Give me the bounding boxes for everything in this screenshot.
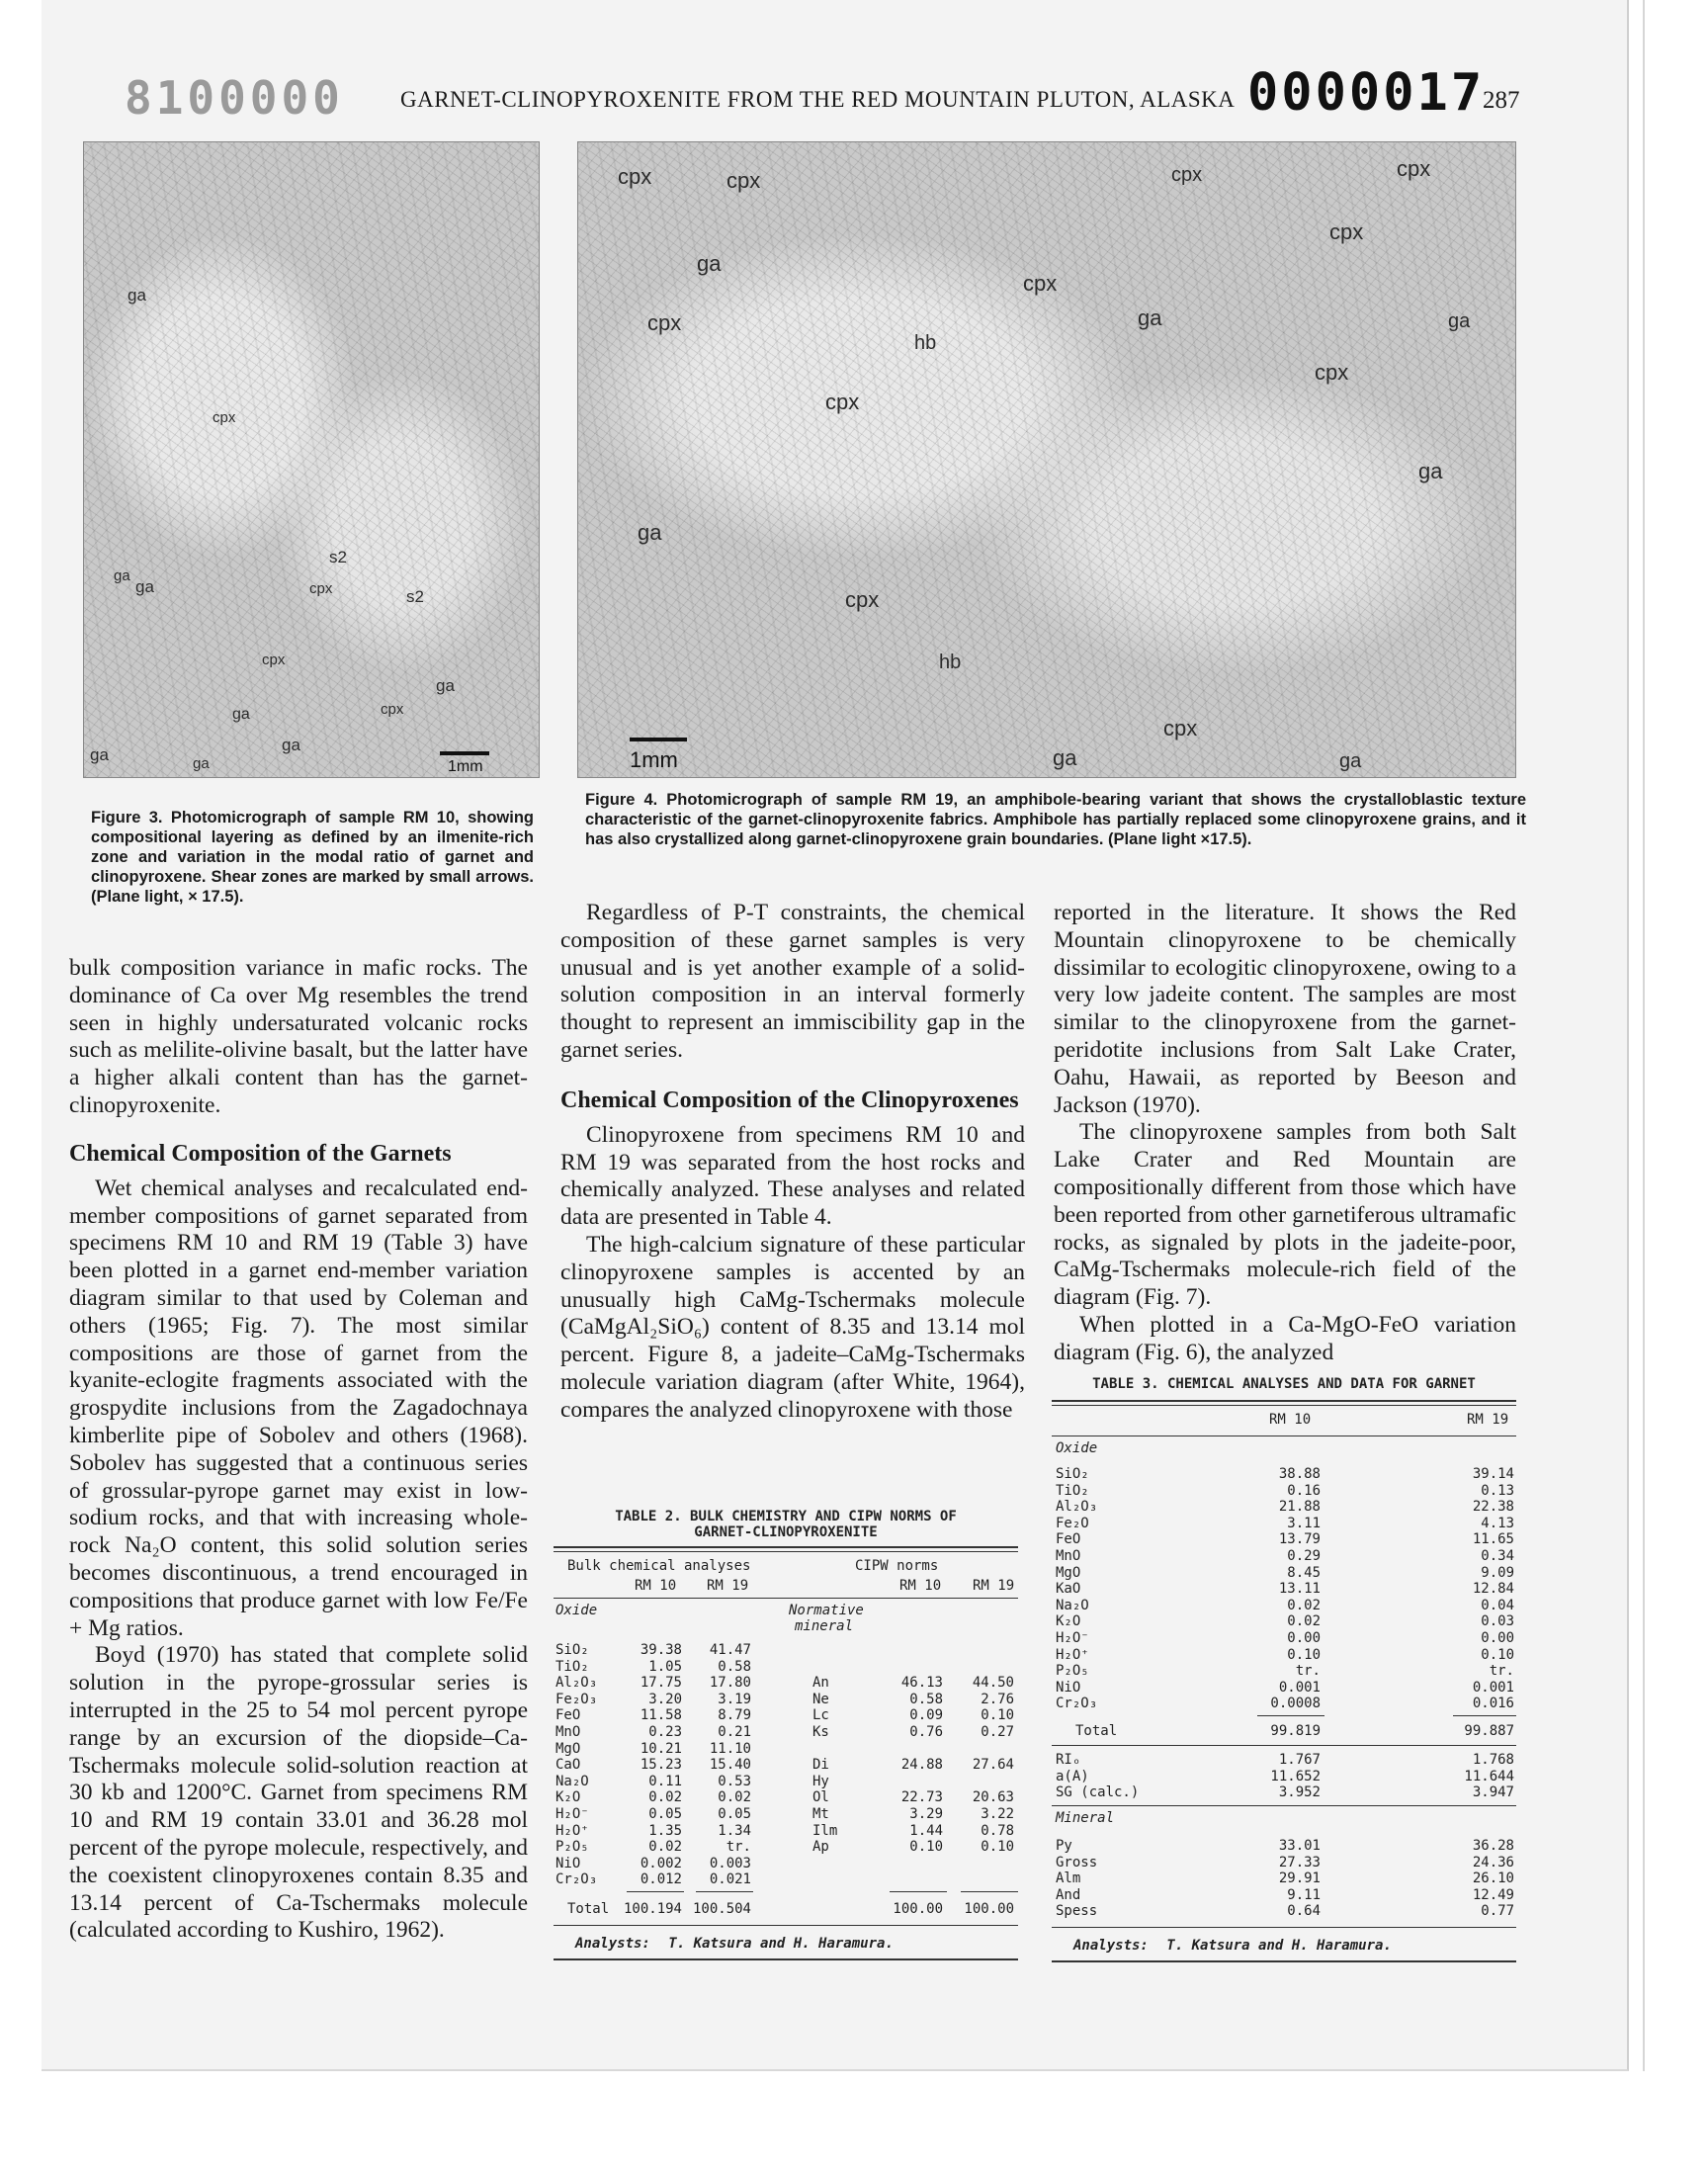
table2-rm10-value: 11.58 bbox=[640, 1707, 682, 1724]
table3-oxide: Fe₂O bbox=[1056, 1515, 1089, 1531]
table2-norm-rm10-value: 3.29 bbox=[909, 1806, 943, 1822]
table3-rm10-value: 3.11 bbox=[1287, 1515, 1321, 1531]
table3-rm10-value: 21.88 bbox=[1278, 1499, 1321, 1516]
figure3-photomicrograph bbox=[83, 141, 540, 778]
table2-oxide: Cr₂O₃ bbox=[555, 1871, 598, 1888]
table-3 bbox=[1052, 1376, 1516, 1962]
fig3-label: cpx bbox=[381, 701, 404, 718]
table3-mineral: And bbox=[1056, 1886, 1081, 1903]
table3-rm19-value: 22.38 bbox=[1472, 1499, 1514, 1516]
table3-property-rm10: 1.767 bbox=[1278, 1752, 1321, 1768]
table3-rm19-value: tr. bbox=[1489, 1663, 1514, 1680]
fig4-label: cpx bbox=[1163, 716, 1198, 740]
table2-norm-rm10-value: 22.73 bbox=[900, 1789, 943, 1806]
table3-rm10-value: 0.10 bbox=[1287, 1646, 1321, 1663]
fig4-label: cpx bbox=[1171, 164, 1203, 186]
table2-rm10-value: 10.21 bbox=[640, 1740, 682, 1757]
table2-rule bbox=[554, 1958, 1018, 1960]
table3-rm19-value: 0.34 bbox=[1481, 1548, 1514, 1564]
table2-normative-label: mineral bbox=[795, 1618, 854, 1634]
fig3-label: cpx bbox=[213, 409, 236, 426]
table2-normative-mineral: Ne bbox=[812, 1691, 829, 1707]
table3-mineral-rm10: 33.01 bbox=[1278, 1838, 1321, 1854]
table3-rule bbox=[1052, 1405, 1516, 1406]
table2-rm10-value: 0.02 bbox=[648, 1789, 682, 1806]
table3-mineral-rm10: 27.33 bbox=[1278, 1854, 1321, 1870]
fig4-label: hb bbox=[939, 652, 962, 673]
table3-total-label: Total bbox=[1075, 1723, 1118, 1739]
table2-col-header: RM 19 bbox=[707, 1578, 749, 1594]
col2-paragraph: Regardless of P-T constraints, the chemical composition of these garnet samples is very unusual and is yet another example of a solid-solution composition in an interval formerly thought to represent an immiscibility gap in the garnet series. bbox=[560, 900, 1025, 1063]
table3-rm19-value: 9.09 bbox=[1481, 1564, 1514, 1581]
table3-mineral-rm19: 36.28 bbox=[1472, 1838, 1514, 1854]
table2-rm10-value: 3.20 bbox=[648, 1691, 682, 1707]
table3-rule bbox=[1052, 1745, 1516, 1746]
table2-rm19-value: 11.10 bbox=[709, 1740, 751, 1757]
col1-paragraph: Boyd (1970) has stated that complete solid solution in the pyrope-grossular series is interrupted in the 25 to 54 mol percent pyrope range by an excursion of the diopside–Ca-Tschermaks molecule solid-solution reaction at 30 kb and 1200°C. Garnet from specimens RM 10 and RM 19 contain 33.01 and 36.28 mol percent of the pyrope molecule, respectively, and the coexistent clinopyroxenes contain 8.35 and 13.14 percent of Ca-Tschermaks molecule (calculated according to Kushiro, 1962). bbox=[69, 1642, 528, 1944]
table2-norm-rm10-value: 0.10 bbox=[909, 1839, 943, 1856]
table3-rm19-value: 12.84 bbox=[1472, 1581, 1514, 1598]
table2-rm19-value: 8.79 bbox=[718, 1707, 751, 1724]
table2-rm10-value: 1.35 bbox=[648, 1822, 682, 1839]
fig4-label: ga bbox=[1053, 745, 1077, 770]
table2-rm19-value: 0.003 bbox=[709, 1855, 751, 1871]
fig3-label: cpx bbox=[262, 652, 286, 668]
table2-rm19-value: 3.19 bbox=[718, 1691, 751, 1707]
document-stamp-right: 0000017 bbox=[1247, 63, 1486, 123]
table2-oxide: Fe₂O₃ bbox=[555, 1691, 598, 1707]
table3-rm10-value: 0.29 bbox=[1287, 1548, 1321, 1564]
table2-oxide: FeO bbox=[555, 1707, 581, 1724]
table3-mineral: Alm bbox=[1056, 1870, 1081, 1887]
table2-oxide: CaO bbox=[555, 1757, 581, 1774]
table3-oxide: Na₂O bbox=[1056, 1597, 1089, 1613]
table2-norm-rm19-value: 0.10 bbox=[981, 1839, 1014, 1856]
fig4-label: ga bbox=[638, 520, 662, 545]
table2-sum-rule bbox=[627, 1891, 684, 1892]
table3-rm10-value: 0.02 bbox=[1287, 1613, 1321, 1630]
table2-norm-total-rm10: 100.00 bbox=[893, 1901, 943, 1917]
table3-minerals bbox=[1052, 1838, 1516, 1925]
table3-rm10-value: 38.88 bbox=[1278, 1466, 1321, 1482]
figure4-photomicrograph bbox=[577, 141, 1516, 778]
table3-oxide: KaO bbox=[1056, 1581, 1081, 1598]
table2-sum-rule bbox=[961, 1891, 1018, 1892]
figure3-caption: Figure 3. Photomicrograph of sample RM 10, showing compositional layering as defined by an ilmenite-rich zone and variation in the modal ratio of garnet and clinopyroxene. Shear zones are marked by small arrows. (Plane light, × 17.5). bbox=[91, 809, 534, 906]
table3-mineral-rm10: 0.64 bbox=[1287, 1903, 1321, 1920]
table3-col-header: RM 10 bbox=[1269, 1412, 1312, 1428]
fig3-label: ga bbox=[90, 745, 109, 764]
table2-oxide: MnO bbox=[555, 1724, 581, 1740]
table2-col-header: RM 19 bbox=[973, 1578, 1015, 1594]
fig4-label: ga bbox=[1448, 310, 1471, 332]
table2-sum-rule bbox=[696, 1891, 753, 1892]
table3-mineral-rm19: 0.77 bbox=[1481, 1903, 1514, 1920]
table2-oxide: MgO bbox=[555, 1740, 581, 1757]
table2-norm-rm19-value: 0.78 bbox=[981, 1822, 1014, 1839]
table2-normative-mineral: Ilm bbox=[812, 1822, 838, 1839]
table3-total-rm19: 99.887 bbox=[1464, 1723, 1514, 1739]
table3-rm19-value: 0.016 bbox=[1472, 1696, 1514, 1712]
table2-rm19-value: 1.34 bbox=[718, 1822, 751, 1839]
table2-norm-total-rm19: 100.00 bbox=[964, 1901, 1014, 1917]
table3-property: a(A) bbox=[1056, 1768, 1089, 1784]
table3-mineral-rm19: 24.36 bbox=[1472, 1854, 1514, 1870]
table3-sum-rule bbox=[1257, 1715, 1324, 1716]
table2-norm-rm19-value: 44.50 bbox=[972, 1675, 1014, 1692]
table2-oxide-label: Oxide bbox=[555, 1603, 598, 1618]
table2-rm10-value: 0.11 bbox=[648, 1773, 682, 1789]
table-2 bbox=[554, 1509, 1018, 1960]
table2-rule bbox=[554, 1551, 1018, 1552]
table3-rule bbox=[1052, 1400, 1516, 1402]
table2-rm19-value: 0.021 bbox=[709, 1871, 751, 1888]
table3-oxide: TiO₂ bbox=[1056, 1482, 1089, 1499]
table3-body bbox=[1052, 1466, 1516, 1715]
table2-oxide: Al₂O₃ bbox=[555, 1675, 598, 1692]
table2-norm-rm10-value: 0.58 bbox=[909, 1691, 943, 1707]
table3-property: SG (calc.) bbox=[1056, 1784, 1140, 1801]
table2-norm-rm10-value: 24.88 bbox=[900, 1757, 943, 1774]
table2-rm19-value: 0.53 bbox=[718, 1773, 751, 1789]
table2-rule bbox=[554, 1598, 1018, 1599]
table2-oxide: Na₂O bbox=[555, 1773, 589, 1789]
table3-analysts: T. Katsura and H. Haramura. bbox=[1166, 1938, 1392, 1954]
table3-rm19-value: 0.03 bbox=[1481, 1613, 1514, 1630]
table3-oxide: MnO bbox=[1056, 1548, 1081, 1564]
table2-normative-mineral: Mt bbox=[812, 1806, 829, 1822]
fig4-label: ga bbox=[1418, 459, 1443, 483]
table2-rm19-value: 0.05 bbox=[718, 1806, 751, 1822]
table3-rule bbox=[1052, 1960, 1516, 1962]
col2-section-heading: Chemical Composition of the Clinopyroxenes bbox=[560, 1087, 1019, 1113]
table3-mineral-rm10: 29.91 bbox=[1278, 1870, 1321, 1887]
table2-oxide: K₂O bbox=[555, 1789, 581, 1806]
table3-mineral: Py bbox=[1056, 1838, 1072, 1854]
table2-group-header: Bulk chemical analyses bbox=[567, 1558, 751, 1574]
table2-title: TABLE 2. BULK CHEMISTRY AND CIPW NORMS OF bbox=[615, 1509, 957, 1524]
table3-col-header: RM 19 bbox=[1467, 1412, 1509, 1428]
table3-rm19-value: 11.65 bbox=[1472, 1531, 1514, 1548]
fig3-label: cpx bbox=[309, 580, 333, 597]
fig4-label: cpx bbox=[845, 587, 880, 612]
table3-oxide: SiO₂ bbox=[1056, 1466, 1089, 1482]
fig4-label: cpx bbox=[825, 390, 860, 414]
fig4-label: cpx bbox=[1397, 156, 1431, 181]
table2-rm10-value: 1.05 bbox=[648, 1658, 682, 1675]
fig4-label: cpx bbox=[726, 168, 761, 193]
fig3-label: ga bbox=[232, 706, 250, 723]
fig3-scale-label: 1mm bbox=[448, 758, 483, 775]
table3-oxide: P₂O₅ bbox=[1056, 1663, 1089, 1680]
table2-rm19-value: tr. bbox=[726, 1839, 751, 1856]
table2-normative-mineral: Ol bbox=[812, 1789, 829, 1806]
col3-paragraph: The clinopyroxene samples from both Salt Lake Crater and Red Mountain are compositionally different from those which have been reported from other garnetiferous ultramafic rocks, as signaled by plots in the jadeite-poor, CaMg-Tschermaks molecule-rich field of the diagram (Fig. 7). bbox=[1054, 1119, 1516, 1311]
table3-oxide: FeO bbox=[1056, 1531, 1081, 1548]
fig3-label: ga bbox=[114, 567, 130, 584]
fig3-label: ga bbox=[128, 286, 146, 304]
table2-rm10-value: 39.38 bbox=[640, 1642, 682, 1658]
fig4-label: cpx bbox=[618, 164, 652, 189]
table2-rule bbox=[554, 1925, 1018, 1926]
table3-property: RIₒ bbox=[1056, 1752, 1081, 1768]
table3-rm10-value: 8.45 bbox=[1287, 1564, 1321, 1581]
fig4-label: ga bbox=[1339, 750, 1362, 772]
table2-norm-rm19-value: 0.27 bbox=[981, 1724, 1014, 1740]
table2-rm10-value: 15.23 bbox=[640, 1757, 682, 1774]
table2-rm19-value: 17.80 bbox=[709, 1675, 751, 1692]
col1-section-heading: Chemical Composition of the Garnets bbox=[69, 1140, 452, 1167]
table2-oxide: NiO bbox=[555, 1855, 581, 1871]
fig4-label: hb bbox=[914, 332, 937, 354]
table2-analysts-label: Analysts: bbox=[575, 1936, 650, 1952]
table2-normative-mineral: Ap bbox=[812, 1839, 829, 1856]
page-number: 287 bbox=[1483, 87, 1520, 114]
col3-paragraph: When plotted in a Ca-MgO-FeO variation diagram (Fig. 6), the analyzed bbox=[1054, 1311, 1516, 1365]
table3-rm19-value: 0.10 bbox=[1481, 1646, 1514, 1663]
col3-paragraph: reported in the literature. It shows the Red Mountain clinopyroxene to be chemically dissimilar to ecologitic clinopyroxene, owing to a very low jadeite content. The samples are most similar to the clinopyroxene from the garnet-peridotite inclusions from Salt Lake Crater, Oahu, Hawaii, as reported by Beeson and Jackson (1970). bbox=[1054, 900, 1516, 1118]
table3-property-rm10: 11.652 bbox=[1270, 1768, 1321, 1784]
table3-rm10-value: 0.00 bbox=[1287, 1630, 1321, 1646]
table2-analysts: T. Katsura and H. Haramura. bbox=[668, 1936, 894, 1952]
table2-col-header: RM 10 bbox=[635, 1578, 677, 1594]
table2-norm-rm10-value: 0.09 bbox=[909, 1707, 943, 1724]
table3-oxide: H₂O⁻ bbox=[1056, 1630, 1089, 1646]
table2-norm-rm19-value: 20.63 bbox=[972, 1789, 1014, 1806]
table3-rm10-value: 0.02 bbox=[1287, 1597, 1321, 1613]
table2-group-header: CIPW norms bbox=[855, 1558, 939, 1574]
table3-rule bbox=[1052, 1805, 1516, 1806]
fig3-label: ga bbox=[282, 736, 300, 754]
table3-rm10-value: 13.79 bbox=[1278, 1531, 1321, 1548]
col1-paragraph: bulk composition variance in mafic rocks. The dominance of Ca over Mg resembles the trend seen in highly undersaturated volcanic rocks such as melilite-olivine basalt, but the latter have a higher alkali content than has the garnet-clinopyroxenite. bbox=[69, 955, 528, 1118]
fig4-scale-label: 1mm bbox=[630, 747, 678, 772]
table2-norm-rm19-value: 3.22 bbox=[981, 1806, 1014, 1822]
table2-rm19-value: 0.58 bbox=[718, 1658, 751, 1675]
table3-oxide: MgO bbox=[1056, 1564, 1081, 1581]
table2-oxide: P₂O₅ bbox=[555, 1839, 589, 1856]
table2-body bbox=[554, 1642, 1018, 1891]
fig4-label: cpx bbox=[1329, 219, 1364, 244]
table2-oxide: SiO₂ bbox=[555, 1642, 589, 1658]
fig3-label: s2 bbox=[329, 548, 347, 566]
fig3-label: ga bbox=[436, 676, 455, 695]
col1-paragraph: Wet chemical analyses and recalculated end-member compositions of garnet separated from specimens RM 10 and RM 19 (Table 3) have been plotted in a garnet end-member variation diagram similar to that used by Coleman and others (1965; Fig. 7). The most similar compositions are those of garnet from the kyanite-eclogite fragments associated with the grospydite inclusions from the Zagadochnaya kimberlite pipe of Sobolev and others (1968). Sobolev has suggested that a continuous series of grossular-pyrope garnet may exist in low-sodium rocks, and that with increasing whole-rock Na₂O content, this solid solution series becomes discontinuous, a trend encouraged in compositions that produce garnet with low Fe/Fe + Mg ratios. bbox=[69, 1174, 528, 1641]
table2-normative-mineral: Di bbox=[812, 1757, 829, 1774]
table2-rule bbox=[554, 1546, 1018, 1548]
table3-oxide: K₂O bbox=[1056, 1613, 1081, 1630]
table2-normative-mineral: Ks bbox=[812, 1724, 829, 1740]
table3-analysts-label: Analysts: bbox=[1073, 1938, 1149, 1954]
table2-rm19-value: 15.40 bbox=[709, 1757, 751, 1774]
table3-oxide: H₂O⁺ bbox=[1056, 1646, 1089, 1663]
table2-col-header: RM 10 bbox=[899, 1578, 942, 1594]
table2-rm10-value: 0.012 bbox=[640, 1871, 682, 1888]
table3-mineral: Spess bbox=[1056, 1903, 1098, 1920]
table3-properties bbox=[1052, 1752, 1516, 1805]
table3-rm10-value: 13.11 bbox=[1278, 1581, 1321, 1598]
table2-oxide: H₂O⁺ bbox=[555, 1822, 589, 1839]
table3-sum-rule bbox=[1453, 1715, 1516, 1716]
table3-rm19-value: 0.04 bbox=[1481, 1597, 1514, 1613]
figure4-caption: Figure 4. Photomicrograph of sample RM 19, an amphibole-bearing variant that shows the crystalloblastic texture characteristic of the garnet-clinopyroxenite fabrics. Amphibole has partially replaced some clinopyroxene grains, and it has also crystallized along garnet-clinopyroxene grain boundaries. (Plane light ×17.5). bbox=[585, 791, 1526, 848]
table3-total-rm10: 99.819 bbox=[1270, 1723, 1321, 1739]
table2-total-label: Total bbox=[567, 1901, 610, 1917]
table2-norm-rm19-value: 0.10 bbox=[981, 1707, 1014, 1724]
table2-rm10-value: 0.23 bbox=[648, 1724, 682, 1740]
fig4-label: cpx bbox=[1315, 360, 1349, 385]
table2-normative-mineral: Lc bbox=[812, 1707, 829, 1724]
fig3-label: ga bbox=[135, 577, 154, 596]
table3-rm19-value: 4.13 bbox=[1481, 1515, 1514, 1531]
table2-title: GARNET-CLINOPYROXENITE bbox=[694, 1524, 878, 1540]
table2-rm10-value: 0.002 bbox=[640, 1855, 682, 1871]
table3-rm10-value: 0.0008 bbox=[1270, 1696, 1321, 1712]
table2-norm-rm19-value: 2.76 bbox=[981, 1691, 1014, 1707]
table3-rm19-value: 0.13 bbox=[1481, 1482, 1514, 1499]
table3-oxide: Cr₂O₃ bbox=[1056, 1696, 1098, 1712]
table2-normative-mineral: An bbox=[812, 1675, 829, 1692]
table2-oxide: TiO₂ bbox=[555, 1658, 589, 1675]
table2-oxide: H₂O⁻ bbox=[555, 1806, 589, 1822]
fig3-label: s2 bbox=[406, 587, 424, 606]
fig4-label: cpx bbox=[647, 310, 682, 335]
fig4-label: ga bbox=[1138, 305, 1162, 330]
table3-rm19-value: 39.14 bbox=[1472, 1466, 1514, 1482]
table3-mineral-rm19: 12.49 bbox=[1472, 1886, 1514, 1903]
col2-paragraph: Clinopyroxene from specimens RM 10 and RM 19 was separated from the host rocks and chemically analyzed. These analyses and related data are presented in Table 4. bbox=[560, 1121, 1025, 1231]
table2-total-rm10: 100.194 bbox=[623, 1901, 682, 1917]
col2-paragraph: The high-calcium signature of these particular clinopyroxene samples is accented by an unusually high CaMg-Tschermaks molecule (CaMgAl₂SiO₆) content of 8.35 and 13.14 mol percent. Figure 8, a jadeite–CaMg-Tschermaks molecule variation diagram (after White, 1964), compares the analyzed clinopyroxene with those bbox=[560, 1231, 1025, 1423]
table3-oxide: Al₂O₃ bbox=[1056, 1499, 1098, 1516]
table3-rm10-value: 0.001 bbox=[1278, 1679, 1321, 1696]
table2-rm19-value: 0.21 bbox=[718, 1724, 751, 1740]
table2-norm-rm10-value: 46.13 bbox=[900, 1675, 943, 1692]
table3-property-rm19: 3.947 bbox=[1472, 1784, 1514, 1801]
table2-norm-rm10-value: 0.76 bbox=[909, 1724, 943, 1740]
table3-rule bbox=[1052, 1927, 1516, 1928]
table2-sum-rule bbox=[890, 1891, 947, 1892]
table3-property-rm19: 1.768 bbox=[1472, 1752, 1514, 1768]
table3-oxide: NiO bbox=[1056, 1679, 1081, 1696]
table2-rm10-value: 0.02 bbox=[648, 1839, 682, 1856]
fig3-scale-bar bbox=[440, 751, 489, 755]
table3-mineral: Gross bbox=[1056, 1854, 1098, 1870]
table2-norm-rm10-value: 1.44 bbox=[909, 1822, 943, 1839]
table2-norm-rm19-value: 27.64 bbox=[972, 1757, 1014, 1774]
table2-rm19-value: 41.47 bbox=[709, 1642, 751, 1658]
fig4-label: cpx bbox=[1023, 271, 1058, 296]
document-stamp-left: 8100000 bbox=[125, 71, 344, 125]
table3-property-rm19: 11.644 bbox=[1464, 1768, 1514, 1784]
table3-oxide-label: Oxide bbox=[1056, 1440, 1098, 1456]
text-column-1 bbox=[69, 955, 528, 1945]
table3-mineral-rm10: 9.11 bbox=[1287, 1886, 1321, 1903]
table3-rm19-value: 0.001 bbox=[1472, 1679, 1514, 1696]
fig4-label: ga bbox=[697, 251, 722, 276]
table2-total-rm19: 100.504 bbox=[692, 1901, 751, 1917]
table3-property-rm10: 3.952 bbox=[1278, 1784, 1321, 1801]
table2-normative-mineral: Hy bbox=[812, 1773, 829, 1789]
table3-mineral-label: Mineral bbox=[1056, 1810, 1115, 1826]
fig4-scale-bar bbox=[630, 738, 687, 741]
fig3-label: ga bbox=[193, 755, 210, 772]
table2-rm10-value: 0.05 bbox=[648, 1806, 682, 1822]
table3-title: TABLE 3. CHEMICAL ANALYSES AND DATA FOR GARNET bbox=[1092, 1376, 1476, 1392]
page-edge bbox=[1643, 0, 1645, 2071]
table3-rm19-value: 0.00 bbox=[1481, 1630, 1514, 1646]
table3-mineral-rm19: 26.10 bbox=[1472, 1870, 1514, 1887]
text-column-3 bbox=[1054, 900, 1516, 1367]
text-column-2 bbox=[560, 900, 1025, 1425]
table2-rm10-value: 17.75 bbox=[640, 1675, 682, 1692]
table3-rm10-value: 0.16 bbox=[1287, 1482, 1321, 1499]
table2-normative-label: Normative bbox=[789, 1603, 864, 1618]
table3-rm10-value: tr. bbox=[1295, 1663, 1321, 1680]
table2-rm19-value: 0.02 bbox=[718, 1789, 751, 1806]
running-title: GARNET-CLINOPYROXENITE FROM THE RED MOUNTAIN PLUTON, ALASKA bbox=[400, 87, 1236, 112]
